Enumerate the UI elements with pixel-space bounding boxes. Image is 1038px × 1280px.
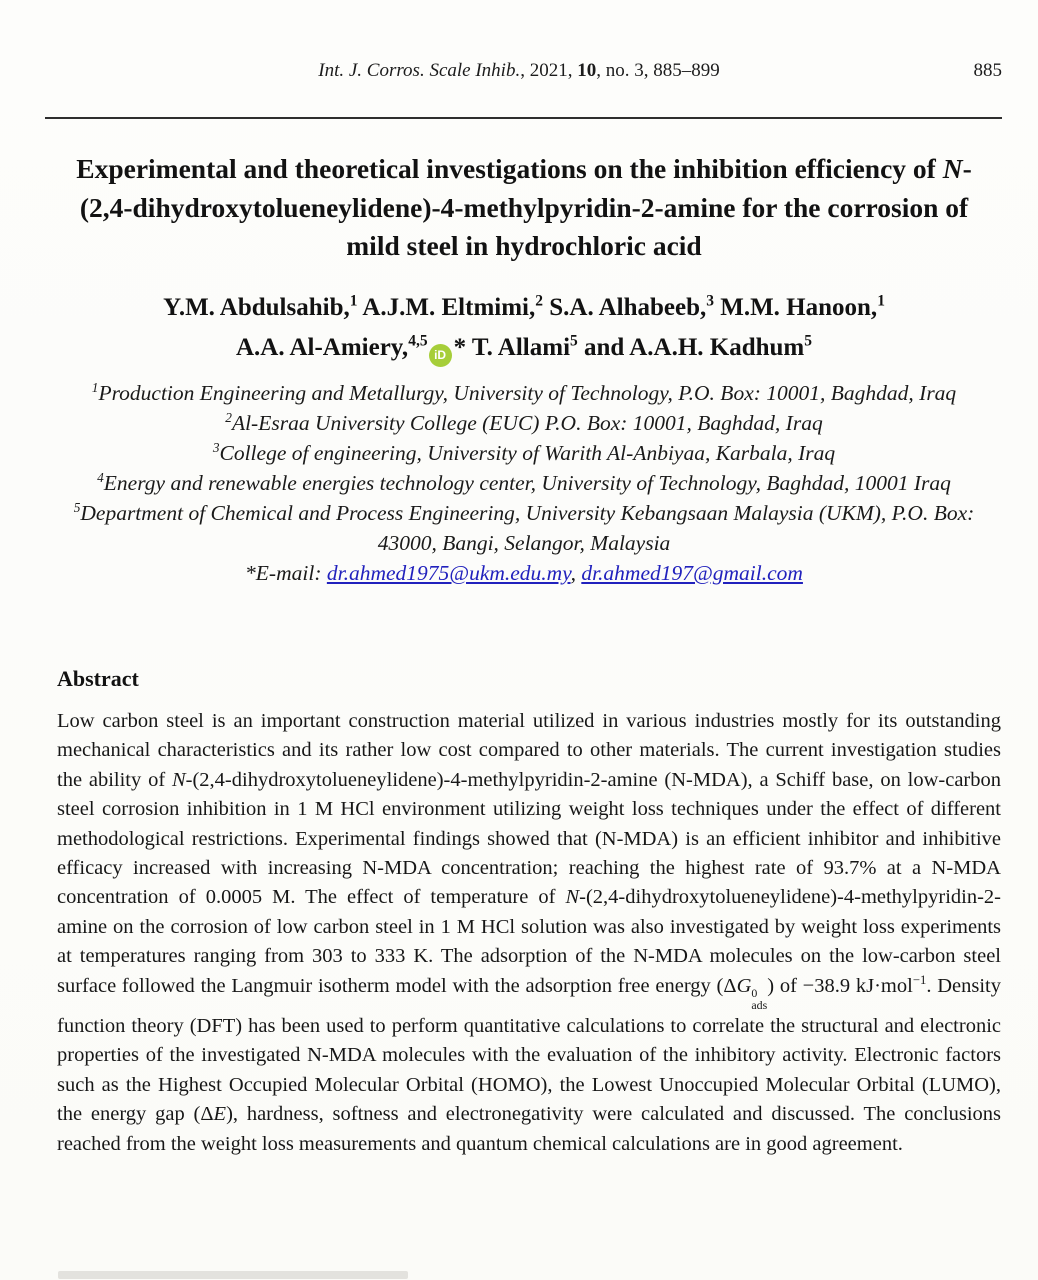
affiliation-2: $^2$Al-Esraa University College (EUC) P.O. Box: 10001, Baghdad, Iraq [225, 409, 823, 435]
scan-artifact-strip [58, 1271, 408, 1279]
page-number: 885 [973, 60, 1002, 81]
affiliation-1: $^1$Production Engineering and Metallurgy, University of Technology, P.O. Box: 10001, Baghdad, Iraq [91, 379, 957, 405]
page-header [0, 60, 1038, 88]
sup-sub-stack: 0 ads [751, 986, 768, 1013]
affiliation-3: $^3$College of engineering, University of Warith Al-Anbiyaa, Karbala, Iraq [212, 439, 836, 465]
orcid-icon[interactable]: iD [429, 344, 452, 367]
affiliations-block [44, 378, 1004, 588]
email-link[interactable]: dr.ahmed197@gmail.com [581, 561, 803, 585]
authors-line: Y.M. Abdulsahib,$^1$ A.J.M. Eltmimi,$^2$ S.A. Alhabeeb,$^3$ M.M. Hanoon,$^1$ A.A. Al-Amiery,$^{4,5}$iD * T. Allami$^5$ and A.A.H. Kadhum$^5$ [40, 288, 1008, 368]
affiliation-4: $^4$Energy and renewable energies technology center, University of Technology, Baghdad, 10001 Iraq [97, 469, 951, 495]
header-divider [45, 117, 1002, 119]
abstract-heading: Abstract [57, 666, 139, 691]
journal-citation: Int. J. Corros. Scale Inhib., 2021, 10, no. 3, 885–899 [318, 60, 720, 81]
paper-title: Experimental and theoretical investigations on the inhibition efficiency of N-(2,4-dihydroxytolueneylidene)-4-methylpyridin-2-amine for the corrosion of mild steel in hydrochloric acid [76, 153, 972, 261]
abstract-body: Low carbon steel is an important construction material utilized in various industries mostly for its outstanding mechanical characteristics and its rather low cost compared to other materials. The current investigation studies the ability of N-(2,4-dihydroxytolueneylidene)-4-methylpyridin-2-amine (N-MDA), a Schiff base, on low-carbon steel corrosion inhibition in 1 M HCl environment utilizing weight loss techniques under the effect of different methodological restrictions. Experimental findings showed that (N-MDA) is an efficient inhibitor and inhibitive efficacy increased with increasing N-MDA concentration; reaching the highest rate of 93.7% at a N-MDA concentration of 0.0005 M. The effect of temperature of N-(2,4-dihydroxytolueneylidene)-4-methylpyridin-2-amine on the corrosion of low carbon steel in 1 M HCl solution was also investigated by weight loss experiments at temperatures ranging from 303 to 333 K. The adsorption of the N-MDA molecules on the low-carbon steel surface followed the Langmuir isotherm model with the adsorption free energy (ΔG 0 ads ) of −38.9 kJ·mol$^{-1}$. Density function theory (DFT) has been used to perform quantitative calculations to correlate the structural and electronic properties of the investigated N-MDA molecules with the evaluation of the inhibitory activity. Electronic factors such as the Highest Occupied Molecular Orbital (HOMO), the Lowest Unoccupied Molecular Orbital (LUMO), the energy gap (ΔE), hardness, softness and electronegativity were calculated and discussed. The conclusions reached from the weight loss measurements and quantum chemical calculations are in good agreement. [57, 710, 1002, 1155]
email-line: *E-mail: dr.ahmed1975@ukm.edu.my, dr.ahmed197@gmail.com [245, 561, 803, 585]
email-link[interactable]: dr.ahmed1975@ukm.edu.my [326, 561, 571, 585]
affiliation-5: $^5$Department of Chemical and Process Engineering, University Kebangsaan Malaysia (UKM), P.O. Box: 43000, Bangi, Selangor, Malaysia [73, 499, 975, 555]
